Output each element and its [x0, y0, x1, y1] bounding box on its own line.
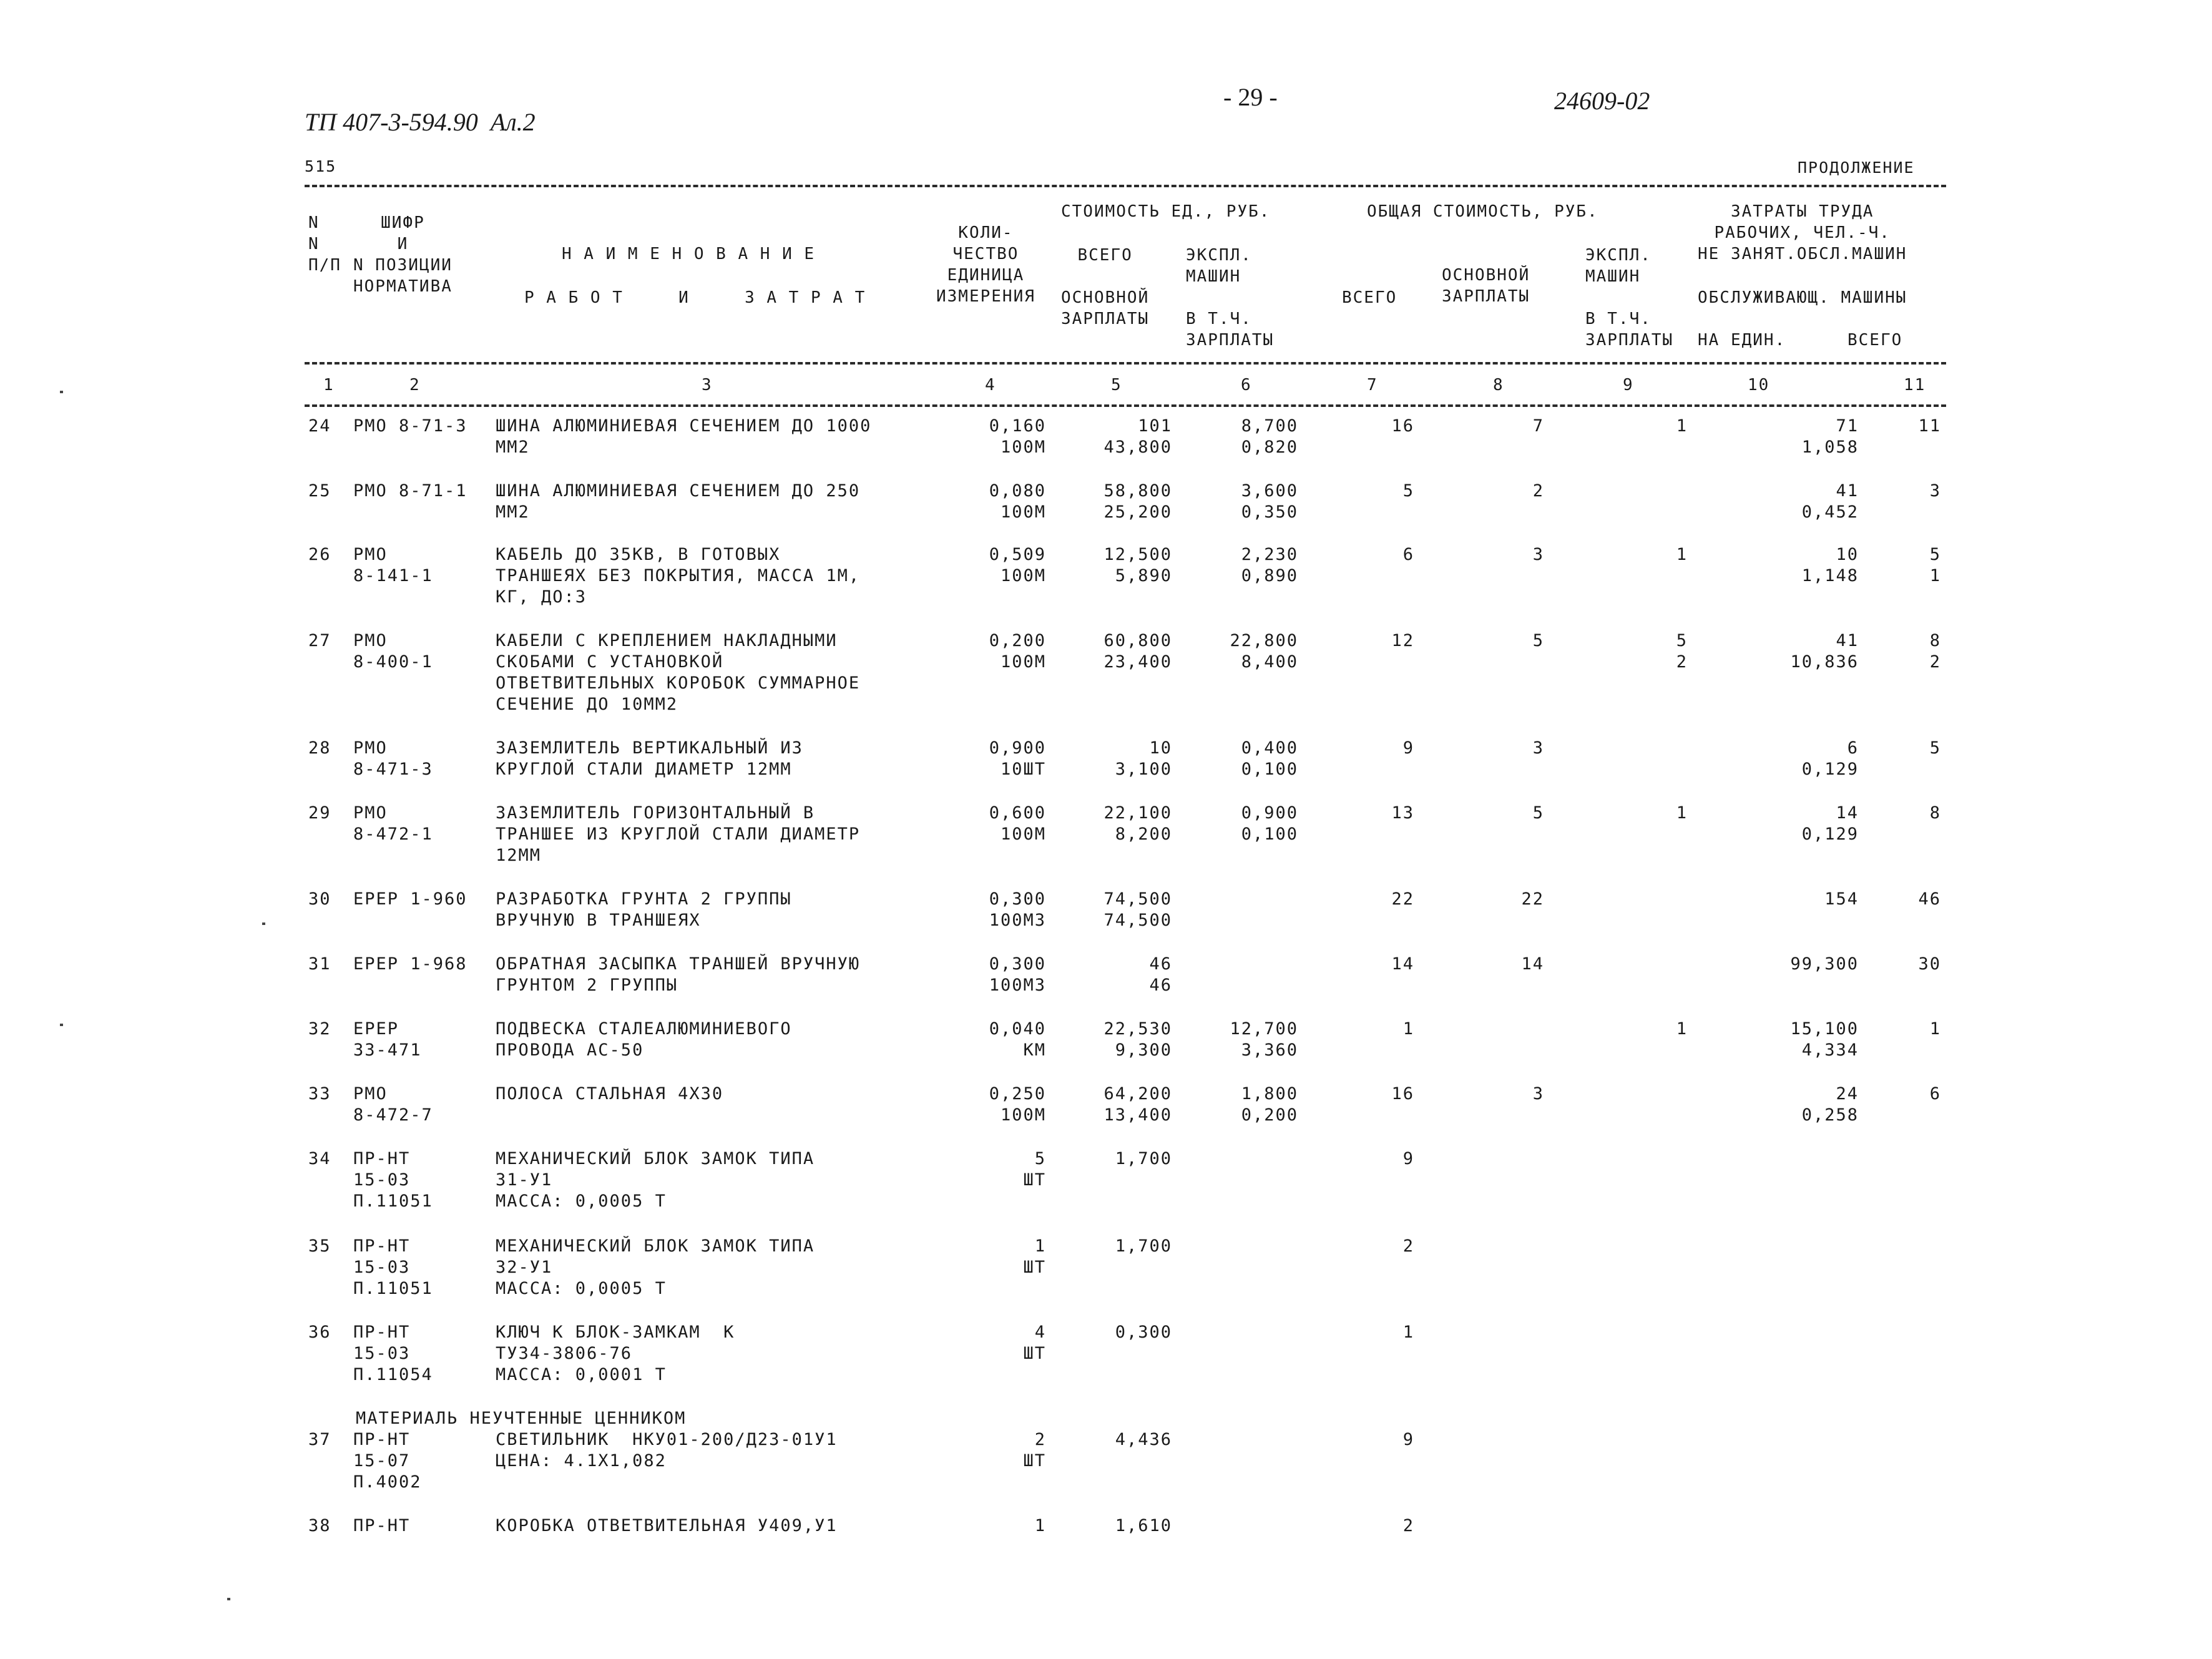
cell-unit: 74,500 74,500 [1104, 889, 1172, 930]
cell-unit: 22,100 8,200 [1104, 803, 1172, 844]
cell-code: ПР-НТ 15-03 П.11051 [353, 1149, 433, 1211]
cell-unit: 22,530 9,300 [1104, 1019, 1172, 1060]
column-number: 9 [1623, 376, 1634, 394]
cell-total: 12 [1391, 631, 1414, 650]
cell-labor-unit: 41 10,836 [1790, 631, 1859, 672]
cell-total: 2 [1402, 1516, 1414, 1535]
cell-name: РАЗРАБОТКА ГРУНТА 2 ГРУППЫ ВРУЧНУЮ В ТРАНШЕЯХ [496, 889, 792, 930]
cell-labor-total: 8 2 [1929, 631, 1941, 672]
cell-labor-unit: 15,100 4,334 [1790, 1019, 1859, 1060]
cell-qty: 0,160 100М [989, 416, 1046, 457]
header-unit-total: ВСЕГО ОСНОВНОЙ ЗАРПЛАТЫ [1061, 246, 1150, 328]
cell-code: РМО 8-472-1 [353, 803, 433, 844]
header-labor-total: ВСЕГО [1847, 331, 1903, 350]
cell-expl: 8,700 0,820 [1241, 416, 1298, 457]
cell-unit: 12,500 5,890 [1104, 545, 1172, 585]
cell-n: 35 [308, 1236, 331, 1256]
column-number: 10 [1748, 376, 1770, 394]
cell-name: ЗАЗЕМЛИТЕЛЬ ВЕРТИКАЛЬНЫЙ ИЗ КРУГЛОЙ СТАЛИ ДИАМЕТР 12ММ [496, 738, 803, 779]
cell-total: 1 [1402, 1323, 1414, 1342]
cell-unit: 1,700 [1115, 1149, 1172, 1168]
cell-total: 5 [1402, 481, 1414, 501]
cell-basic: 22 [1521, 889, 1544, 909]
cell-n: 24 [308, 416, 331, 436]
cell-mach: 1 [1676, 545, 1688, 564]
cell-labor-total: 8 [1929, 803, 1941, 823]
cell-labor-total: 1 [1929, 1019, 1941, 1039]
cell-basic: 5 [1532, 803, 1544, 823]
header-mid-rule [305, 362, 1946, 365]
cell-qty: 0,509 100М [989, 545, 1046, 585]
cell-name: ПОЛОСА СТАЛЬНАЯ 4Х30 [496, 1084, 724, 1104]
cell-labor-unit: 99,300 [1790, 954, 1859, 974]
header-code: ШИФР И N ПОЗИЦИИ НОРМАТИВА [353, 213, 453, 296]
cell-name: ПОДВЕСКА СТАЛЕАЛЮМИНИЕВОГО ПРОВОДА АС-50 [496, 1019, 792, 1060]
cell-unit: 60,800 23,400 [1104, 631, 1172, 672]
cell-basic: 3 [1532, 738, 1544, 758]
cell-n: 32 [308, 1019, 331, 1039]
cell-unit: 101 43,800 [1104, 416, 1172, 457]
cell-expl: 22,800 8,400 [1230, 631, 1298, 672]
column-number: 6 [1241, 376, 1252, 394]
cell-labor-unit: 14 0,129 [1801, 803, 1859, 844]
cell-total: 9 [1402, 1149, 1414, 1168]
cell-mach: 5 2 [1676, 631, 1688, 672]
cell-code: ПР-НТ 15-07 П.4002 [353, 1430, 422, 1492]
archive-stamp: 24609-02 [1554, 87, 1650, 115]
cell-expl: 3,600 0,350 [1241, 481, 1298, 522]
cell-labor-total: 30 [1918, 954, 1941, 974]
header-labor-service: ОБСЛУЖИВАЮЩ. МАШИНЫ [1698, 288, 1907, 307]
header-total-expl: ЭКСПЛ. МАШИН В Т.Ч. ЗАРПЛАТЫ [1585, 246, 1674, 350]
scan-speck [60, 391, 63, 393]
cell-name: СВЕТИЛЬНИК НКУ01-200/Д23-01У1 ЦЕНА: 4.1Х1,082 [496, 1430, 838, 1471]
cell-unit: 0,300 [1115, 1323, 1172, 1342]
cell-labor-total: 3 [1929, 481, 1941, 501]
cell-total: 1 [1402, 1019, 1414, 1039]
cell-expl: 12,700 3,360 [1230, 1019, 1298, 1060]
header-top-rule [305, 185, 1946, 187]
cell-n: 31 [308, 954, 331, 974]
cell-qty: 0,900 10ШТ [989, 738, 1046, 779]
header-unit-cost-group: СТОИМОСТЬ ЕД., РУБ. [1061, 202, 1271, 221]
scan-speck [227, 1598, 230, 1600]
cell-basic: 2 [1532, 481, 1544, 501]
header-labor-unit: НА ЕДИН. [1698, 331, 1786, 350]
cell-total: 16 [1391, 1084, 1414, 1104]
scan-speck [60, 1024, 63, 1026]
cell-name: КЛЮЧ К БЛОК-ЗАМКАМ К ТУ34-3806-76 МАССА: 0,0001 Т [496, 1323, 735, 1384]
header-bottom-rule [305, 404, 1946, 407]
cell-labor-unit: 154 [1824, 889, 1859, 909]
cell-qty: 5 ШТ [1023, 1149, 1046, 1190]
cell-code: ПР-НТ 15-03 П.11051 [353, 1236, 433, 1298]
cell-total: 16 [1391, 416, 1414, 436]
cell-n: 28 [308, 738, 331, 758]
cell-labor-unit: 24 0,258 [1801, 1084, 1859, 1125]
cell-unit: 4,436 [1115, 1430, 1172, 1449]
cell-code: РМО 8-472-7 [353, 1084, 433, 1125]
header-name-line1: Н А И М Е Н О В А Н И Е [562, 245, 816, 263]
cell-n: 26 [308, 545, 331, 564]
materials-note: МАТЕРИАЛЬ НЕУЧТЕННЫЕ ЦЕННИКОМ [356, 1409, 687, 1428]
column-number: 11 [1904, 376, 1926, 394]
cell-n: 33 [308, 1084, 331, 1104]
column-number: 8 [1493, 376, 1504, 394]
cell-labor-unit: 6 0,129 [1801, 738, 1859, 779]
cell-name: ОБРАТНАЯ ЗАСЫПКА ТРАНШЕЙ ВРУЧНУЮ ГРУНТОМ 2 ГРУППЫ [496, 954, 861, 995]
scan-speck [262, 922, 265, 925]
cell-mach: 1 [1676, 1019, 1688, 1039]
cell-total: 14 [1391, 954, 1414, 974]
cell-n: 37 [308, 1430, 331, 1449]
cell-qty: 4 ШТ [1023, 1323, 1046, 1363]
cell-qty: 2 ШТ [1023, 1430, 1046, 1471]
cell-labor-unit: 71 1,058 [1801, 416, 1859, 457]
header-total-cost-group: ОБЩАЯ СТОИМОСТЬ, РУБ. [1367, 202, 1598, 221]
column-number: 1 [323, 376, 335, 394]
cell-total: 9 [1402, 738, 1414, 758]
cell-basic: 3 [1532, 545, 1544, 564]
cell-qty: 0,600 100М [989, 803, 1046, 844]
cell-basic: 7 [1532, 416, 1544, 436]
column-number: 5 [1111, 376, 1122, 394]
cell-code: ЕРЕР 1-968 [353, 954, 467, 974]
cell-name: МЕХАНИЧЕСКИЙ БЛОК ЗАМОК ТИПА 31-У1 МАССА: 0,0005 Т [496, 1149, 815, 1211]
cell-n: 34 [308, 1149, 331, 1168]
page-number: - 29 - [1223, 83, 1278, 111]
cell-mach: 1 [1676, 803, 1688, 823]
cell-qty: 1 [1034, 1516, 1046, 1535]
header-unit-expl: ЭКСПЛ. МАШИН В Т.Ч. ЗАРПЛАТЫ [1186, 246, 1275, 350]
cell-code: РМО 8-71-1 [353, 481, 467, 501]
cell-unit: 46 46 [1149, 954, 1172, 995]
cell-name: МЕХАНИЧЕСКИЙ БЛОК ЗАМОК ТИПА 32-У1 МАССА: 0,0005 Т [496, 1236, 815, 1298]
column-number: 4 [985, 376, 996, 394]
cell-qty: 0,040 КМ [989, 1019, 1046, 1060]
cell-expl: 0,400 0,100 [1241, 738, 1298, 779]
cell-name: КАБЕЛИ С КРЕПЛЕНИЕМ НАКЛАДНЫМИ СКОБАМИ С УСТАНОВКОЙ ОТВЕТВИТЕЛЬНЫХ КОРОБОК СУММАРНОЕ СЕЧЕНИЕ ДО 10ММ2 [496, 631, 861, 714]
cell-n: 25 [308, 481, 331, 501]
cell-name: ЗАЗЕМЛИТЕЛЬ ГОРИЗОНТАЛЬНЫЙ В ТРАНШЕЕ ИЗ КРУГЛОЙ СТАЛИ ДИАМЕТР 12ММ [496, 803, 861, 865]
cell-qty: 0,080 100М [989, 481, 1046, 522]
header-name-line2: Р А Б О Т И З А Т Р А Т [524, 288, 866, 307]
cell-mach: 1 [1676, 416, 1688, 436]
cell-code: ЕРЕР 1-960 [353, 889, 467, 909]
cell-code: РМО 8-400-1 [353, 631, 433, 672]
cell-basic: 5 [1532, 631, 1544, 650]
cell-qty: 0,250 100М [989, 1084, 1046, 1125]
cell-basic: 3 [1532, 1084, 1544, 1104]
cell-code: РМО 8-471-3 [353, 738, 433, 779]
header-total-basic: ОСНОВНОЙ ЗАРПЛАТЫ [1442, 266, 1530, 306]
cell-total: 22 [1391, 889, 1414, 909]
cell-labor-total: 5 1 [1929, 545, 1941, 585]
cell-qty: 1 ШТ [1023, 1236, 1046, 1277]
cell-basic: 14 [1521, 954, 1544, 974]
cell-unit: 1,700 [1115, 1236, 1172, 1256]
continuation-label: ПРОДОЛЖЕНИЕ [1798, 159, 1915, 177]
cell-total: 6 [1402, 545, 1414, 564]
cell-unit: 1,610 [1115, 1516, 1172, 1535]
header-labor-group: ЗАТРАТЫ ТРУДА РАБОЧИХ, ЧЕЛ.-Ч. НЕ ЗАНЯТ.ОБСЛ.МАШИН [1698, 202, 1907, 263]
cell-unit: 10 3,100 [1115, 738, 1172, 779]
cell-qty: 0,300 100М3 [989, 889, 1046, 930]
cell-n: 30 [308, 889, 331, 909]
header-row-number: N N П/П [308, 213, 341, 275]
cell-expl: 2,230 0,890 [1241, 545, 1298, 585]
cell-qty: 0,300 100М3 [989, 954, 1046, 995]
cell-name: КАБЕЛЬ ДО 35КВ, В ГОТОВЫХ ТРАНШЕЯХ БЕЗ ПОКРЫТИЯ, МАССА 1М, КГ, ДО:3 [496, 545, 861, 607]
cell-expl: 1,800 0,200 [1241, 1084, 1298, 1125]
cell-code: ЕРЕР 33-471 [353, 1019, 422, 1060]
cell-code: ПР-НТ [353, 1516, 411, 1535]
cell-total: 9 [1402, 1430, 1414, 1449]
cell-labor-total: 46 [1918, 889, 1941, 909]
cell-labor-total: 11 [1918, 416, 1941, 436]
cell-labor-total: 6 [1929, 1084, 1941, 1104]
cell-total: 13 [1391, 803, 1414, 823]
cell-qty: 0,200 100М [989, 631, 1046, 672]
cell-code: РМО 8-141-1 [353, 545, 433, 585]
cell-labor-unit: 10 1,148 [1801, 545, 1859, 585]
cell-unit: 58,800 25,200 [1104, 481, 1172, 522]
cell-n: 38 [308, 1516, 331, 1535]
cell-code: ПР-НТ 15-03 П.11054 [353, 1323, 433, 1384]
cell-code: РМО 8-71-3 [353, 416, 467, 436]
cell-name: КОРОБКА ОТВЕТВИТЕЛЬНАЯ У409,У1 [496, 1516, 838, 1535]
cell-n: 27 [308, 631, 331, 650]
cell-unit: 64,200 13,400 [1104, 1084, 1172, 1125]
cell-name: ШИНА АЛЮМИНИЕВАЯ СЕЧЕНИЕМ ДО 250 ММ2 [496, 481, 861, 522]
document-code: ТП 407-3-594.90 Ал.2 [305, 108, 536, 136]
cell-expl: 0,900 0,100 [1241, 803, 1298, 844]
cell-total: 2 [1402, 1236, 1414, 1256]
column-number: 7 [1367, 376, 1378, 394]
cell-labor-total: 5 [1929, 738, 1941, 758]
cell-labor-unit: 41 0,452 [1801, 481, 1859, 522]
sheet-number: 515 [305, 157, 337, 175]
cell-name: ШИНА АЛЮМИНИЕВАЯ СЕЧЕНИЕМ ДО 1000 ММ2 [496, 416, 872, 457]
column-number: 3 [702, 376, 713, 394]
cell-n: 29 [308, 803, 331, 823]
column-number: 2 [409, 376, 421, 394]
header-total-all: ВСЕГО [1342, 288, 1397, 307]
cell-n: 36 [308, 1323, 331, 1342]
header-quantity: КОЛИ- ЧЕСТВО ЕДИНИЦА ИЗМЕРЕНИЯ [936, 223, 1035, 306]
